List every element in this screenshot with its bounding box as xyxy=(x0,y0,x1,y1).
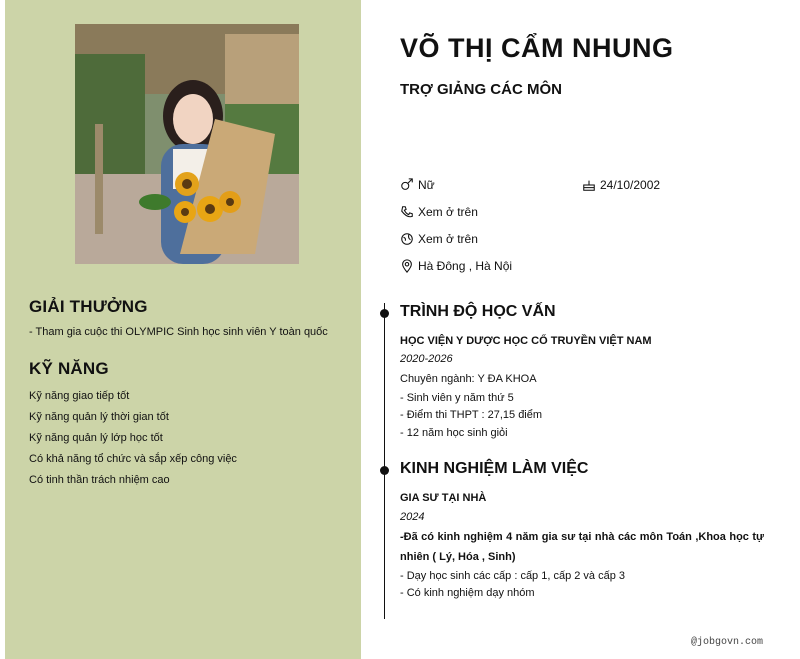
education-period: 2020-2026 xyxy=(400,353,453,365)
skill-item: Kỹ năng quản lý thời gian tốt xyxy=(29,411,169,423)
skills-heading: KỸ NĂNG xyxy=(29,359,109,378)
profile-photo xyxy=(75,24,299,264)
awards-heading: GIẢI THƯỞNG xyxy=(29,297,148,316)
address-info xyxy=(400,259,512,273)
address-value: Hà Đông , Hà Nội xyxy=(418,259,513,273)
experience-position: GIA SƯ TẠI NHÀ xyxy=(400,492,487,504)
skill-item: Kỹ năng quản lý lớp học tốt xyxy=(29,432,163,444)
globe-icon xyxy=(400,232,414,246)
phone-value: Xem ở trên xyxy=(418,205,478,219)
birthdate-info xyxy=(582,178,660,192)
timeline-dot xyxy=(380,309,389,318)
skill-item: Có khả năng tổ chức và sắp xếp công việc xyxy=(29,453,237,465)
candidate-role: TRỢ GIẢNG CÁC MÔN xyxy=(400,81,562,98)
birthdate-value: 24/10/2002 xyxy=(600,178,661,192)
experience-heading: KINH NGHIỆM LÀM VIỆC xyxy=(400,460,589,477)
sidebar xyxy=(5,0,361,659)
award-item: - Tham gia cuộc thi OLYMPIC Sinh học sinh viên Y toàn quốc xyxy=(29,326,328,338)
gender-value: Nữ xyxy=(418,178,435,192)
gender-info xyxy=(400,178,435,192)
cake-icon xyxy=(582,178,596,192)
experience-detail: - Có kinh nghiệm dạy nhóm xyxy=(400,587,535,599)
education-major: Chuyên ngành: Y ĐA KHOA xyxy=(400,373,537,385)
gender-icon xyxy=(400,178,414,192)
experience-summary: -Đã có kinh nghiệm 4 năm gia sư tại nhà các môn Toán ,Khoa học tự nhiên ( Lý, Hóa , Sinh) xyxy=(400,531,764,563)
candidate-name: VÕ THỊ CẨM NHUNG xyxy=(400,33,674,63)
location-pin-icon xyxy=(400,259,414,273)
email-info xyxy=(400,232,478,246)
experience-period: 2024 xyxy=(400,511,425,523)
phone-icon xyxy=(400,205,414,219)
phone-info xyxy=(400,205,478,219)
footer-credit: @jobgovn.com xyxy=(690,637,763,648)
education-detail: - Sinh viên y năm thứ 5 xyxy=(400,392,514,404)
experience-detail: - Dạy học sinh các cấp : cấp 1, cấp 2 và cấp 3 xyxy=(400,570,626,582)
skill-item: Có tinh thần trách nhiệm cao xyxy=(29,474,170,486)
education-detail: - Điểm thi THPT : 27,15 điểm xyxy=(400,409,543,421)
email-value: Xem ở trên xyxy=(418,232,478,246)
education-heading: TRÌNH ĐỘ HỌC VẤN xyxy=(400,303,556,320)
education-detail: - 12 năm học sinh giỏi xyxy=(400,427,508,439)
timeline-dot xyxy=(380,466,389,475)
education-school: HỌC VIỆN Y DƯỢC HỌC CỔ TRUYỀN VIỆT NAM xyxy=(400,335,652,347)
timeline-line xyxy=(384,303,385,619)
skill-item: Kỹ năng giao tiếp tốt xyxy=(29,390,130,402)
